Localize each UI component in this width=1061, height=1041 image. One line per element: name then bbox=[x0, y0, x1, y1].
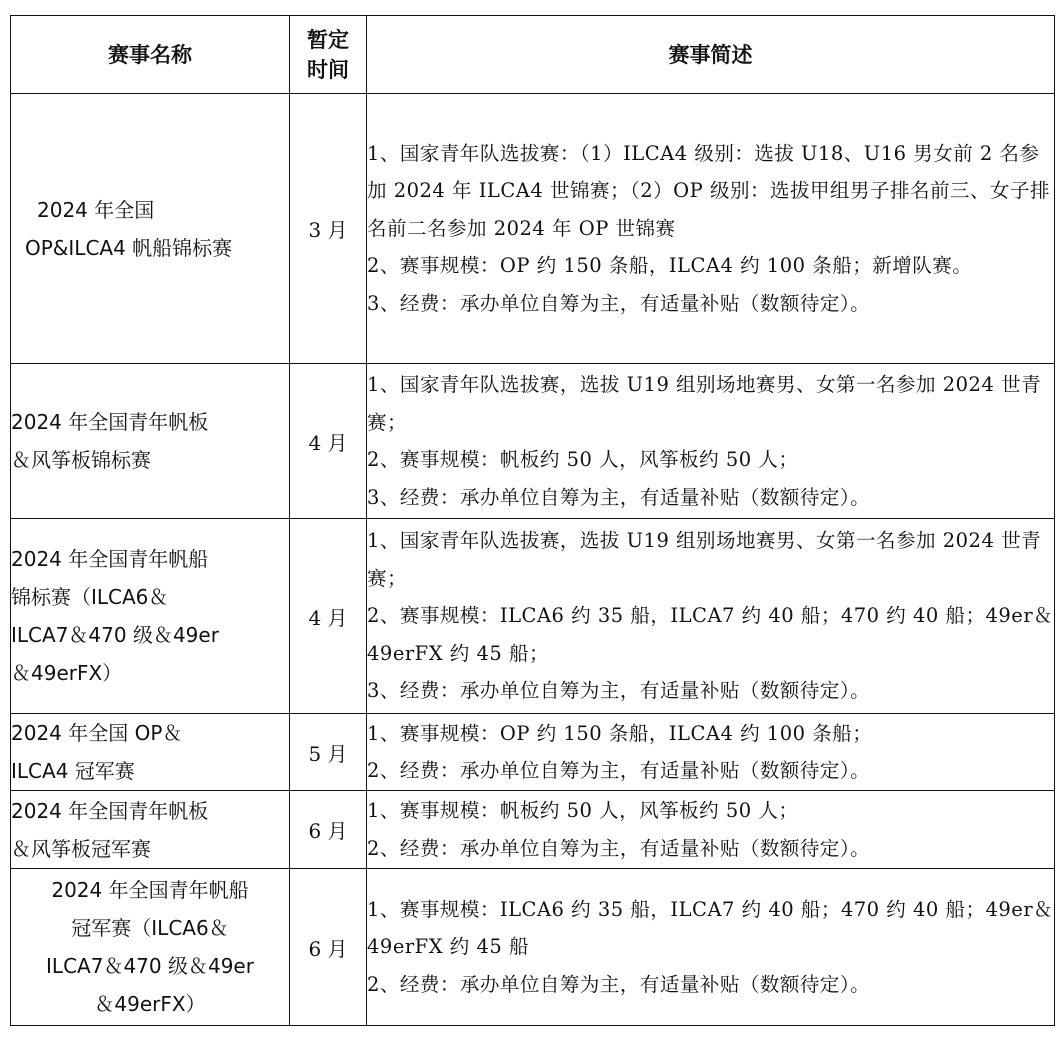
event-time-cell: 3 月 bbox=[290, 94, 367, 364]
table-row bbox=[11, 94, 1055, 364]
header-time-line1: 暂定 bbox=[307, 27, 349, 52]
header-row bbox=[11, 16, 1055, 94]
desc-item: 3、经费：承办单位自筹为主，有适量补贴（数额待定）。 bbox=[367, 679, 871, 703]
event-name-line: ＆风筝板冠军赛 bbox=[11, 836, 151, 861]
event-name-line: ILCA7＆470 级＆49er bbox=[11, 623, 219, 647]
event-name-cell bbox=[11, 869, 290, 1026]
desc-item: 2、经费：承办单位自筹为主，有适量补贴（数额待定）。 bbox=[367, 836, 871, 860]
desc-item: 3、经费：承办单位自筹为主，有适量补贴（数额待定）。 bbox=[367, 485, 871, 509]
event-name-cell bbox=[11, 364, 290, 519]
event-time-cell: 6 月 bbox=[290, 869, 367, 1026]
event-name-line: 锦标赛（ILCA6＆ bbox=[11, 585, 169, 609]
desc-item: 2、赛事规模：ILCA6 约 35 船，ILCA7 约 40 船；470 约 40 船；49er＆49erFX 约 45 船； bbox=[367, 604, 1054, 665]
event-time-cell: 5 月 bbox=[290, 714, 367, 791]
event-time-cell: 6 月 bbox=[290, 791, 367, 869]
header-desc: 赛事简述 bbox=[367, 16, 1055, 94]
event-desc-cell bbox=[367, 94, 1055, 364]
event-name-cell bbox=[11, 714, 290, 791]
event-desc-cell bbox=[367, 791, 1055, 869]
table-row bbox=[11, 364, 1055, 519]
events-table bbox=[10, 15, 1055, 1026]
event-name-line: 2024 年全国 OP＆ bbox=[11, 721, 183, 745]
event-name-cell bbox=[11, 519, 290, 714]
event-name-line: 2024 年全国青年帆板 bbox=[11, 410, 209, 434]
event-name-cell bbox=[11, 94, 290, 364]
header-time bbox=[290, 16, 367, 94]
event-name-line: ＆49erFX） bbox=[11, 661, 123, 685]
event-name-line: ILCA4 冠军赛 bbox=[11, 759, 135, 783]
event-name-line: 2024 年全国青年帆船 bbox=[51, 878, 249, 902]
event-name-line: 2024 年全国青年帆板 bbox=[11, 798, 209, 823]
desc-item: 1、国家青年队选拔赛：（1）ILCA4 级别：选拔 U18、U16 男女前 2 名参加 2024 年 ILCA4 世锦赛；（2）OP 级别：选拔甲组男子排名前三、女子排名前二名参加 2024 年 OP 世锦赛 bbox=[367, 141, 1050, 240]
event-name-line: ＆风筝板锦标赛 bbox=[11, 448, 151, 472]
event-name-line: 2024 年全国青年帆船 bbox=[11, 547, 209, 571]
header-name: 赛事名称 bbox=[11, 16, 290, 94]
desc-item: 2、经费：承办单位自筹为主，有适量补贴（数额待定）。 bbox=[367, 972, 871, 996]
desc-item: 1、国家青年队选拔赛，选拔 U19 组别场地赛男、女第一名参加 2024 世青赛； bbox=[367, 529, 1042, 590]
desc-item: 2、经费：承办单位自筹为主，有适量补贴（数额待定）。 bbox=[367, 759, 871, 782]
table-row bbox=[11, 519, 1055, 714]
event-name-line: ILCA7＆470 级＆49er bbox=[46, 954, 254, 978]
desc-item: 1、国家青年队选拔赛，选拔 U19 组别场地赛男、女第一名参加 2024 世青赛； bbox=[367, 373, 1042, 434]
desc-item: 1、赛事规模：ILCA6 约 35 船，ILCA7 约 40 船；470 约 40 船；49er＆49erFX 约 45 船 bbox=[367, 897, 1054, 959]
desc-item: 1、赛事规模：OP 约 150 条船，ILCA4 约 100 条船； bbox=[367, 721, 873, 745]
event-desc-cell bbox=[367, 869, 1055, 1026]
table-row bbox=[11, 869, 1055, 1026]
event-desc-cell bbox=[367, 714, 1055, 791]
event-name-line: ＆49erFX） bbox=[94, 992, 206, 1016]
desc-item: 3、经费：承办单位自筹为主，有适量补贴（数额待定）。 bbox=[367, 291, 871, 315]
desc-item: 2、赛事规模：OP 约 150 条船，ILCA4 约 100 条船；新增队赛。 bbox=[367, 254, 973, 278]
event-desc-cell bbox=[367, 519, 1055, 714]
event-name-line: 冠军赛（ILCA6＆ bbox=[71, 916, 229, 940]
event-name-cell bbox=[11, 791, 290, 869]
header-time-line2: 时间 bbox=[307, 57, 349, 82]
event-name-line: 2024 年全国 bbox=[37, 197, 155, 222]
desc-item: 1、赛事规模：帆板约 50 人，风筝板约 50 人； bbox=[367, 799, 799, 822]
event-time-cell: 4 月 bbox=[290, 519, 367, 714]
table-row bbox=[11, 714, 1055, 791]
desc-item: 2、赛事规模：帆板约 50 人，风筝板约 50 人； bbox=[367, 448, 799, 471]
table-row bbox=[11, 791, 1055, 869]
event-name-line: OP&ILCA4 帆船锦标赛 bbox=[25, 235, 233, 260]
event-desc-cell bbox=[367, 364, 1055, 519]
event-time-cell: 4 月 bbox=[290, 364, 367, 519]
